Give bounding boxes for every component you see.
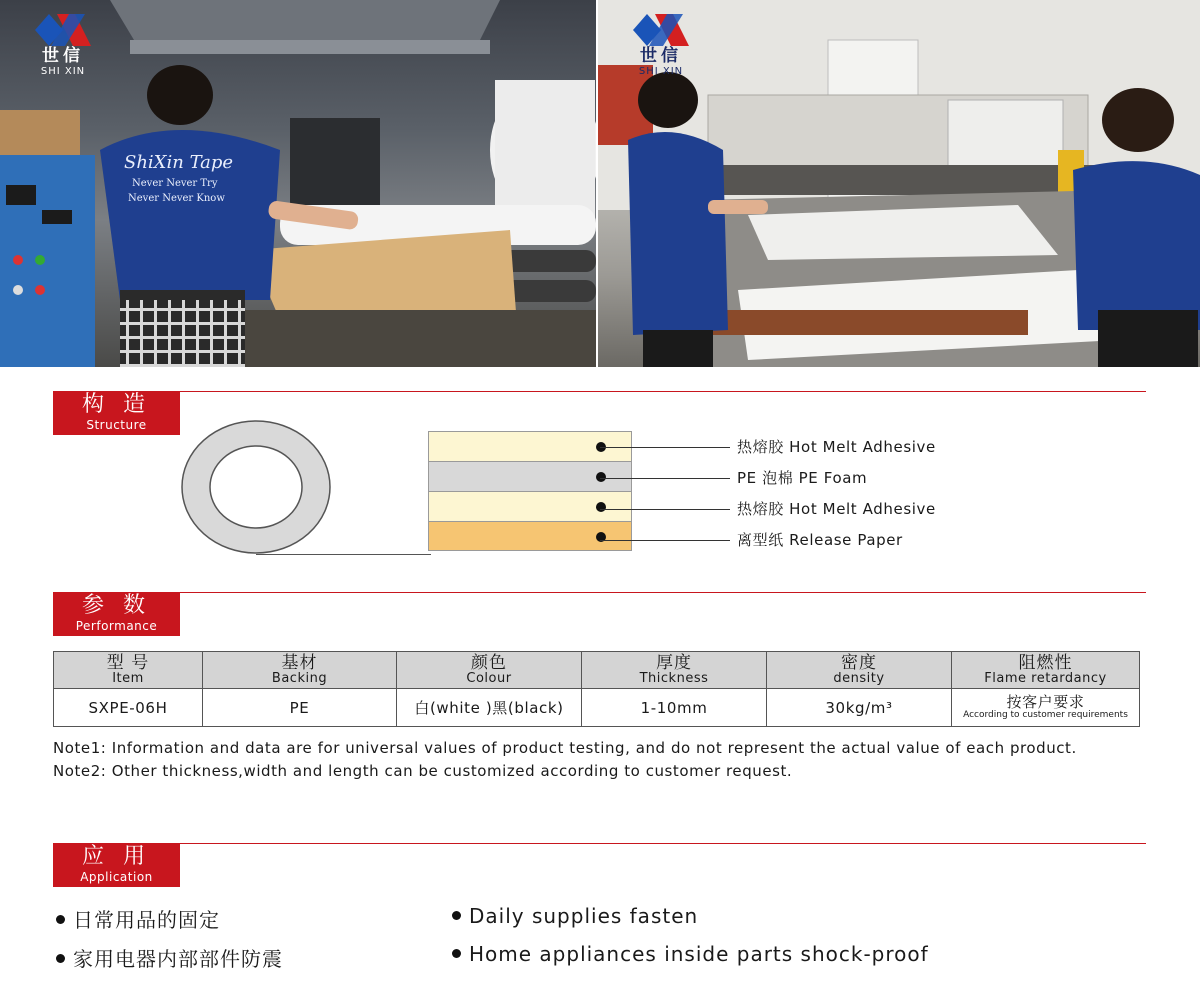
bullet-icon [452, 949, 461, 958]
layer-hot-melt-top [428, 431, 632, 461]
application-item-en-2: Home appliances inside parts shock-proof [452, 942, 929, 966]
layer-label-3: 热熔胶 Hot Melt Adhesive [737, 500, 936, 518]
shixin-logo-right [626, 14, 696, 77]
factory-photo-left [0, 0, 596, 367]
header-item: 型 号 Item [54, 652, 203, 689]
cell-flame [952, 689, 1140, 727]
brand-name-cn: 世信 [42, 46, 84, 66]
layer-hot-melt-bottom [428, 491, 632, 521]
layer-release-paper [428, 521, 632, 551]
layer-dot [596, 502, 606, 512]
bullet-icon [56, 915, 65, 924]
application-item-zh-2: 家用电器内部部件防震 [56, 943, 283, 972]
table-header-row [54, 652, 1140, 689]
section-title-zh: 构 造 [82, 392, 151, 417]
note-1: Note1: Information and data are for universal values of product testing, and do not represent the actual value of each product. [53, 739, 1077, 757]
bullet-icon [452, 911, 461, 920]
section-title-zh: 应 用 [82, 844, 151, 869]
section-header-performance [53, 592, 180, 636]
layer-label-2: PE 泡棉 PE Foam [737, 469, 868, 487]
cell-thickness: 1-10mm [582, 689, 767, 727]
logo-mark-icon [633, 14, 689, 46]
header-thickness: 厚度 Thickness [582, 652, 767, 689]
leader-line [600, 447, 730, 448]
layer-stack [428, 431, 632, 551]
shirt-title: ShiXin Tape [124, 152, 234, 173]
roll-to-layers-line [256, 554, 431, 555]
note-2: Note2: Other thickness,width and length can be customized according to customer request. [53, 762, 793, 780]
brand-name-cn: 世信 [640, 46, 682, 66]
flame-zh: 按客户要求 [1006, 693, 1085, 711]
section-title-en: Application [80, 870, 153, 884]
section-header-application [53, 843, 180, 887]
leader-line [600, 478, 730, 479]
application-item-zh-1: 日常用品的固定 [56, 904, 220, 933]
shirt-line-1: Never Never Try [132, 178, 218, 189]
header-flame: 阻燃性 Flame retardancy [952, 652, 1140, 689]
cell-density: 30kg/m³ [767, 689, 952, 727]
cell-item: SXPE-06H [54, 689, 203, 727]
section-header-structure [53, 391, 180, 435]
brand-name-en: SHI XIN [40, 66, 86, 77]
shixin-logo [28, 14, 98, 77]
bullet-icon [56, 954, 65, 963]
header-density: 密度 density [767, 652, 952, 689]
section-title-en: Structure [86, 418, 147, 432]
section-divider [180, 391, 1146, 392]
section-divider [180, 843, 1146, 844]
layer-label-1: 热熔胶 Hot Melt Adhesive [737, 438, 936, 456]
table-row [54, 689, 1140, 727]
cell-colour: 白(white )黑(black) [397, 689, 582, 727]
layer-label-4: 离型纸 Release Paper [737, 531, 903, 549]
tape-roll-illustration [180, 419, 332, 555]
flame-en: According to customer requirements [963, 710, 1128, 720]
application-item-en-1: Daily supplies fasten [452, 904, 698, 928]
header-colour: 颜色 Colour [397, 652, 582, 689]
brand-name-en: SHI XIN [638, 66, 684, 77]
header-backing: 基材 Backing [203, 652, 397, 689]
leader-line [600, 509, 730, 510]
shirt-line-2: Never Never Know [128, 193, 225, 204]
section-title-zh: 参 数 [82, 593, 151, 618]
section-title-en: Performance [75, 619, 158, 633]
factory-photo-right [598, 0, 1200, 367]
logo-mark-icon [35, 14, 91, 46]
layer-dot [596, 472, 606, 482]
performance-table [53, 651, 1140, 727]
leader-line [600, 540, 730, 541]
cell-backing: PE [203, 689, 397, 727]
layer-pe-foam [428, 461, 632, 491]
section-divider [180, 592, 1146, 593]
